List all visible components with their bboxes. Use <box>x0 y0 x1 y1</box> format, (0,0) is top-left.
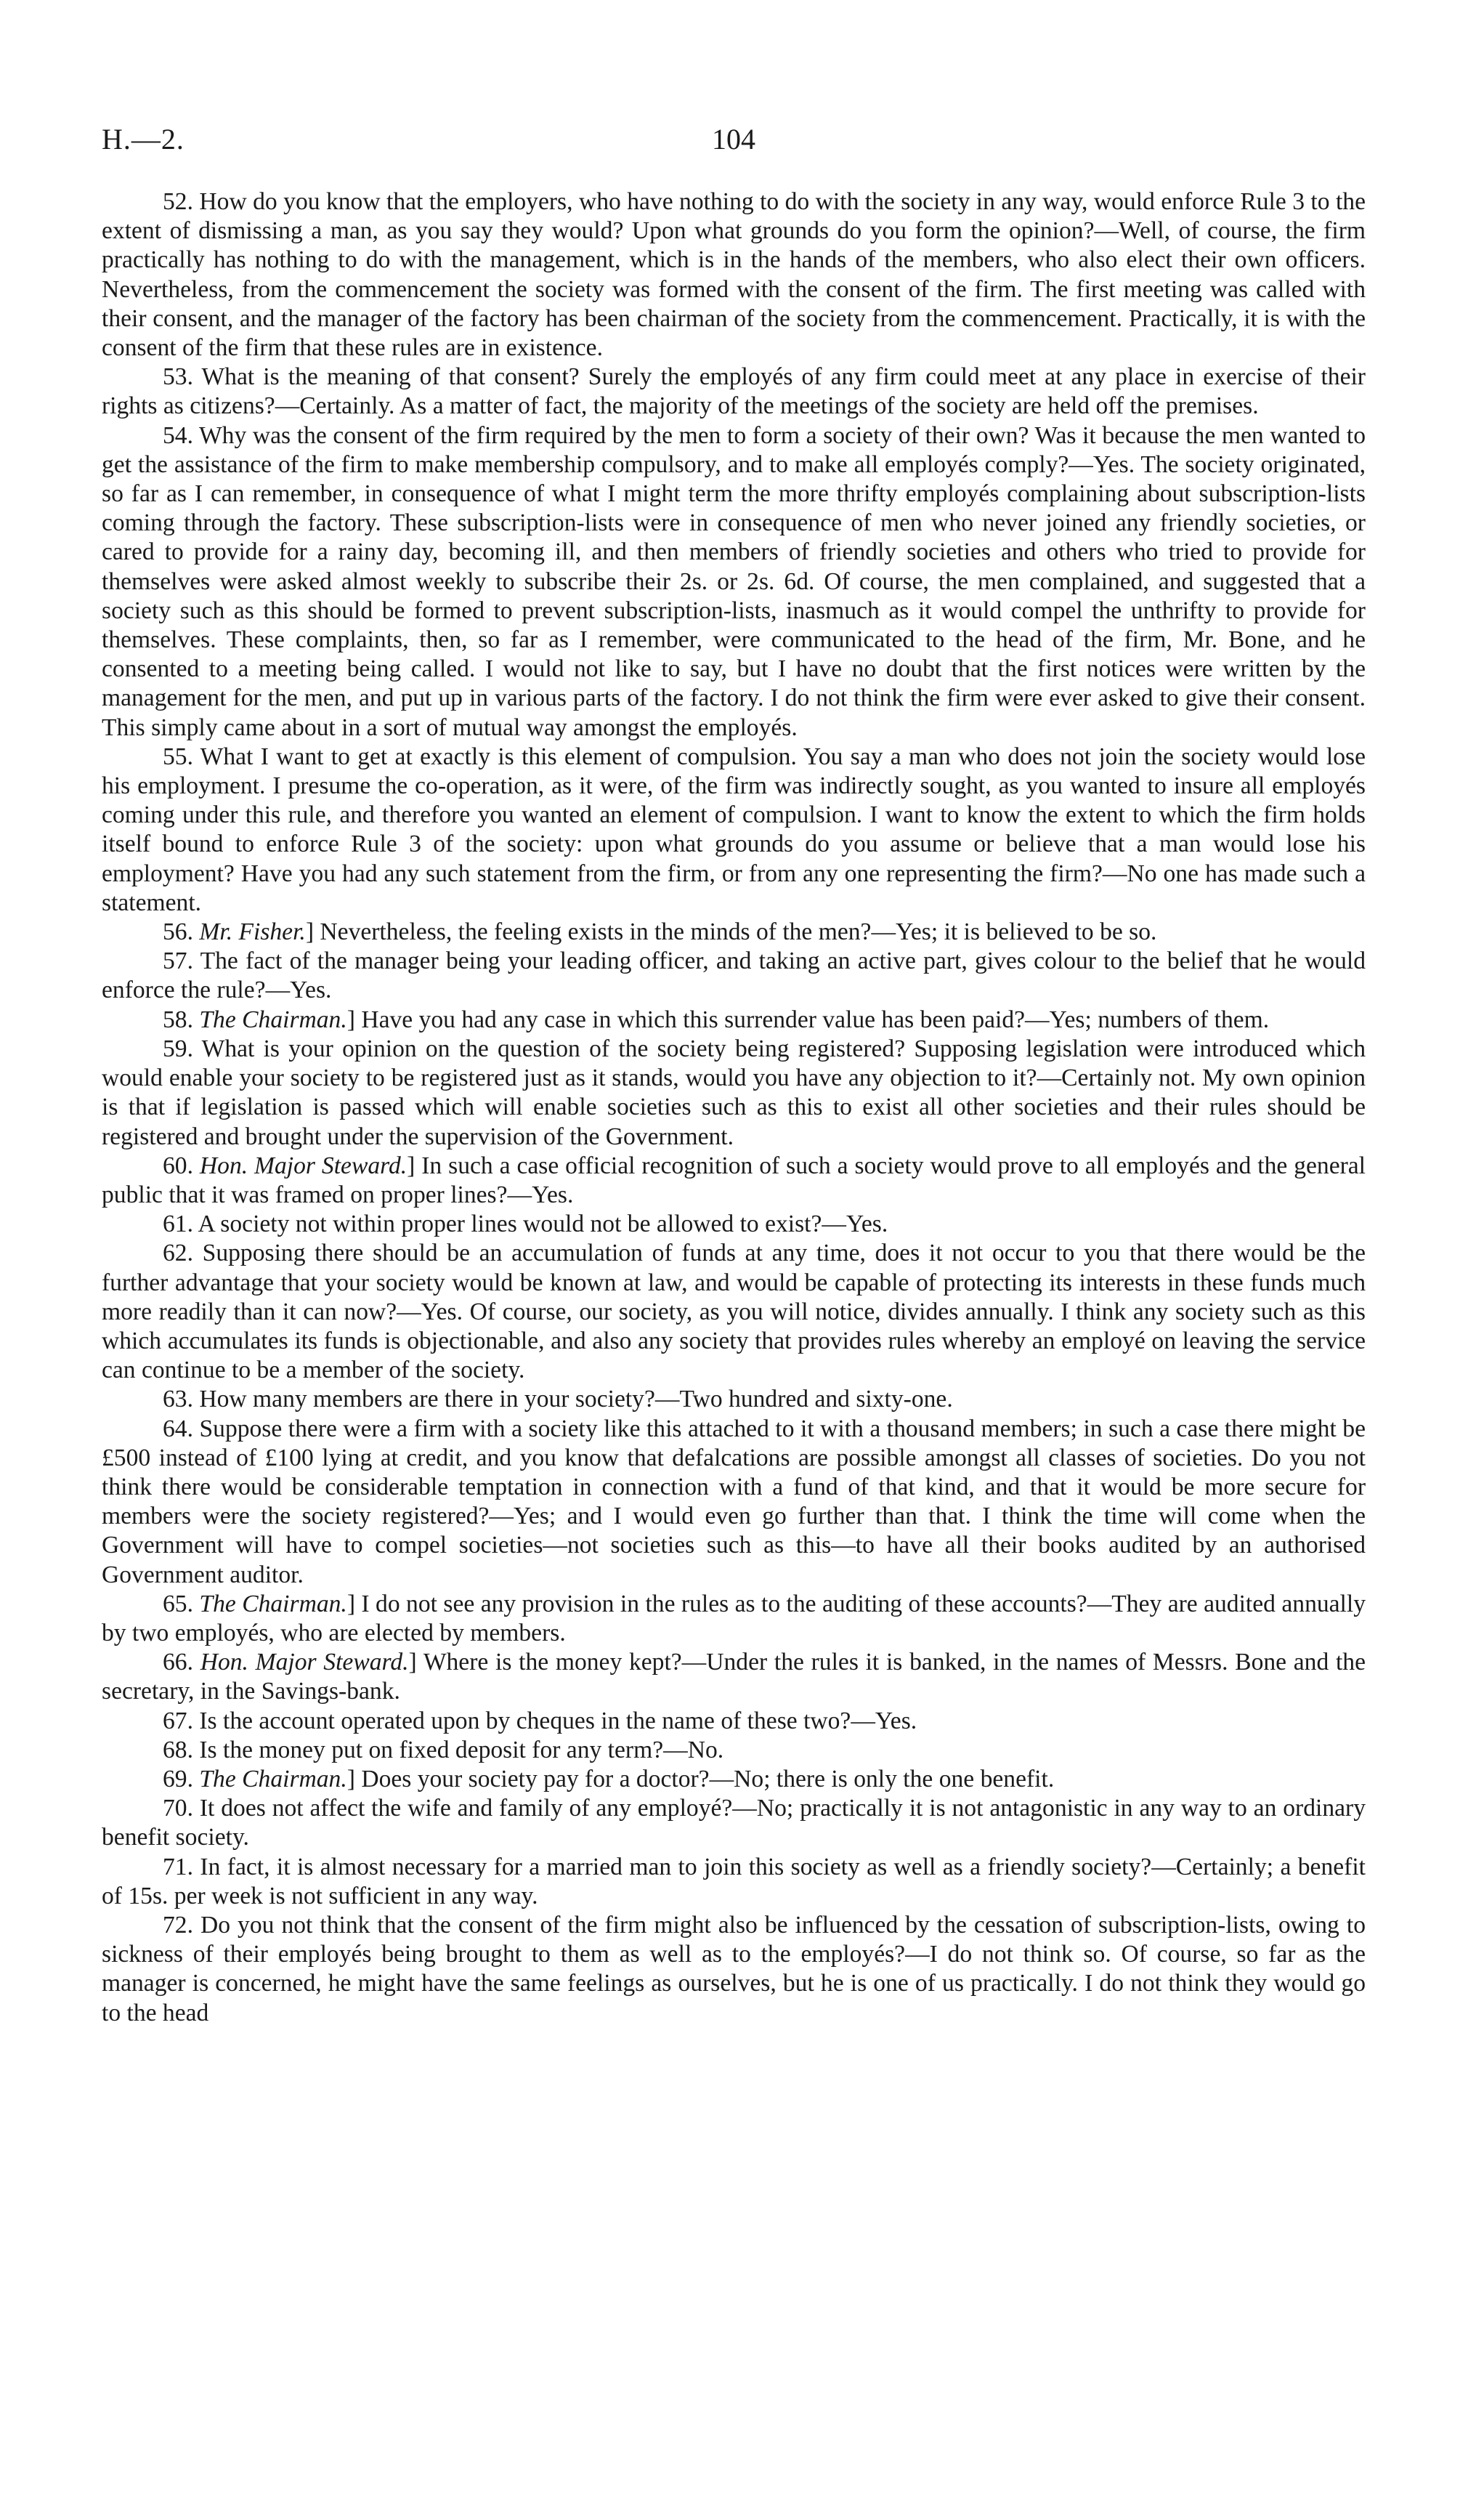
paragraph-text: 55. What I want to get at exactly is this element of compulsion. You say a man who does not join the society would lose his employment. I presume the co-operation, as it were, of the firm was indirectly sought, as you wanted to insure all employés coming under this rule, and therefore you wanted an element of compulsion. I want to know the extent to which the firm holds itself bound to enforce Rule 3 of the society: upon what grounds do you assume or believe that a man would lose his employment? Have you had any such statement from the firm, or from any one representing the firm?—No one has made such a statement. <box>102 743 1366 916</box>
paragraph-text: 68. Is the money put on fixed deposit for any term?—No. <box>163 1736 724 1763</box>
paragraph-text: 59. What is your opinion on the question of the society being registered? Supposing legislation were introduced which would enable your society to be registered just as it stands, would you have any objection to it?—Certainly not. My own opinion is that if legislation is passed which will enable societies such as this to exist all other societies and their rules should be registered and brought under the supervision of the Government. <box>102 1035 1366 1150</box>
question-paragraph <box>102 1765 1366 1794</box>
paragraph-text: 52. How do you know that the employers, who have nothing to do with the society in any way, would enforce Rule 3 to the extent of dismissing a man, as you say they would? Upon what grounds do you form the opinion?—Well, of course, the firm practically has nothing to do with the management, which is in the hands of the members, who also elect their own officers. Nevertheless, from the commencement the society was formed with the consent of the firm. The first meeting was called with their consent, and the manager of the factory has been chairman of the society from the commencement. Practically, it is with the consent of the firm that these rules are in existence. <box>102 188 1366 362</box>
paragraph-text: 54. Why was the consent of the firm required by the men to form a society of their own? Was it because the men wanted to get the assistance of the firm to make membership compulsory, and to make all employés comply?—Yes. The society originated, so far as I can remember, in consequence of what I might term the more thrifty employés complaining about subscription-lists coming through the factory. These subscription-lists were in consequence of men who never joined any friendly societies, or cared to provide for a rainy day, becoming ill, and then members of friendly societies and others who tried to provide for themselves were asked almost weekly to subscribe their 2s. or 2s. 6d. Of course, the men complained, and suggested that a society such as this should be formed to prevent subscription-lists, inasmuch as it would compel the unthrifty to provide for themselves. These complaints, then, so far as I remember, were communicated to the head of the firm, Mr. Bone, and he consented to a meeting being called. I would not like to say, but I have no doubt that the first notices were written by the management for the men, and put up in various parts of the factory. I do not think the firm were ever asked to give their consent. This simply came about in a sort of mutual way amongst the employés. <box>102 421 1366 741</box>
paragraph-text: Where is the money kept?—Under the rules it is banked, in the names of Messrs. Bone and the secretary, in the Savings-bank. <box>102 1649 1366 1705</box>
question-paragraph <box>102 1006 1366 1035</box>
question-paragraph <box>102 363 1366 421</box>
question-paragraph <box>102 1648 1366 1706</box>
question-paragraph <box>102 1239 1366 1385</box>
paragraph-text: 62. Supposing there should be an accumulation of funds at any time, does it not occur to you that there would be the further advantage that your society would be known at law, and would be capable of protecting its interests in these funds much more readily than it can now?—Yes. Of course, our society, as you will notice, divides annually. I think any society such as this which accumulates its funds is objectionable, and also any society that provides rules whereby an employé on leaving the service can continue to be a member of the society. <box>102 1240 1366 1384</box>
paragraph-text: 57. The fact of the manager being your leading officer, and taking an active part, gives colour to the belief that he would enforce the rule?—Yes. <box>102 947 1366 1004</box>
document-reference: H.—2. <box>102 123 185 155</box>
paragraph-text: Nevertheless, the feeling exists in the minds of the men?—Yes; it is believed to be so. <box>314 918 1157 946</box>
speaker-attribution: 69. The Chairman.] <box>163 1765 355 1792</box>
question-paragraph <box>102 1210 1366 1239</box>
question-paragraph <box>102 1911 1366 2028</box>
page-number: 104 <box>712 123 755 155</box>
paragraph-text: 72. Do you not think that the consent of the firm might also be influenced by the cessation of subscription-lists, owing to sickness of their employés being brought to them as well as to the employés?—I do not think so. Of course, so far as the manager is concerned, he might have the same feelings as ourselves, but he is one of us practically. I do not think they would go to the head <box>102 1911 1366 2026</box>
question-paragraph <box>102 1736 1366 1765</box>
question-paragraph <box>102 743 1366 918</box>
paragraph-text: 63. How many members are there in your society?—Two hundred and sixty-one. <box>163 1386 953 1413</box>
paragraph-text: I do not see any provision in the rules as to the auditing of these accounts?—They are audited annually by two employés, who are elected by members. <box>102 1590 1366 1646</box>
question-paragraph <box>102 421 1366 743</box>
paragraph-text: Does your society pay for a doctor?—No; there is only the one benefit. <box>354 1765 1055 1792</box>
paragraph-text: 53. What is the meaning of that consent? Surely the employés of any firm could meet at any place in exercise of their rights as citizens?—Certainly. As a matter of fact, the majority of the meetings of the society are held off the premises. <box>102 363 1366 420</box>
paragraph-text: Have you had any case in which this surrender value has been paid?—Yes; numbers of them. <box>354 1006 1270 1033</box>
question-paragraph <box>102 1853 1366 1911</box>
paragraph-text: In such a case official recognition of such a society would prove to all employés and the general public that it was framed on proper lines?—Yes. <box>102 1152 1366 1208</box>
paragraph-text: 61. A society not within proper lines would not be allowed to exist?—Yes. <box>163 1210 888 1238</box>
question-paragraph <box>102 187 1366 363</box>
paragraph-text: 71. In fact, it is almost necessary for a married man to join this society as well as a friendly society?—Certainly; a benefit of 15s. per week is not sufficient in any way. <box>102 1853 1366 1909</box>
question-paragraph <box>102 1035 1366 1152</box>
question-paragraph <box>102 918 1366 947</box>
question-paragraph <box>102 1385 1366 1414</box>
page-header <box>102 122 1366 166</box>
speaker-attribution: 65. The Chairman.] <box>163 1590 355 1617</box>
speaker-attribution: 60. Hon. Major Steward.] <box>163 1152 415 1179</box>
paragraph-text: 64. Suppose there were a firm with a society like this attached to it with a thousand members; in such a case there might be £500 instead of £100 lying at credit, and you know that defalcations are possible amongst all classes of societies. Do you not think there would be considerable temptation in connection with a fund of that kind, and that it would be more secure for members were the society registered?—Yes; and I would even go further than that. I think the time will come when the Government will have to compel societies—not societies such as this—to have all their books audited by an authorised Government auditor. <box>102 1415 1366 1588</box>
question-paragraph <box>102 1707 1366 1736</box>
paragraph-text: 67. Is the account operated upon by cheques in the name of these two?—Yes. <box>163 1707 917 1734</box>
speaker-attribution: 66. Hon. Major Steward.] <box>163 1649 417 1676</box>
paragraph-text: 70. It does not affect the wife and family of any employé?—No; practically it is not antagonistic in any way to an ordinary benefit society. <box>102 1795 1366 1851</box>
question-paragraph <box>102 1415 1366 1590</box>
question-paragraph <box>102 947 1366 1005</box>
speaker-attribution: 56. Mr. Fisher.] <box>163 918 315 946</box>
question-paragraph <box>102 1152 1366 1210</box>
speaker-attribution: 58. The Chairman.] <box>163 1006 355 1033</box>
question-paragraph <box>102 1590 1366 1648</box>
document-body <box>102 187 1366 2028</box>
question-paragraph <box>102 1794 1366 1852</box>
